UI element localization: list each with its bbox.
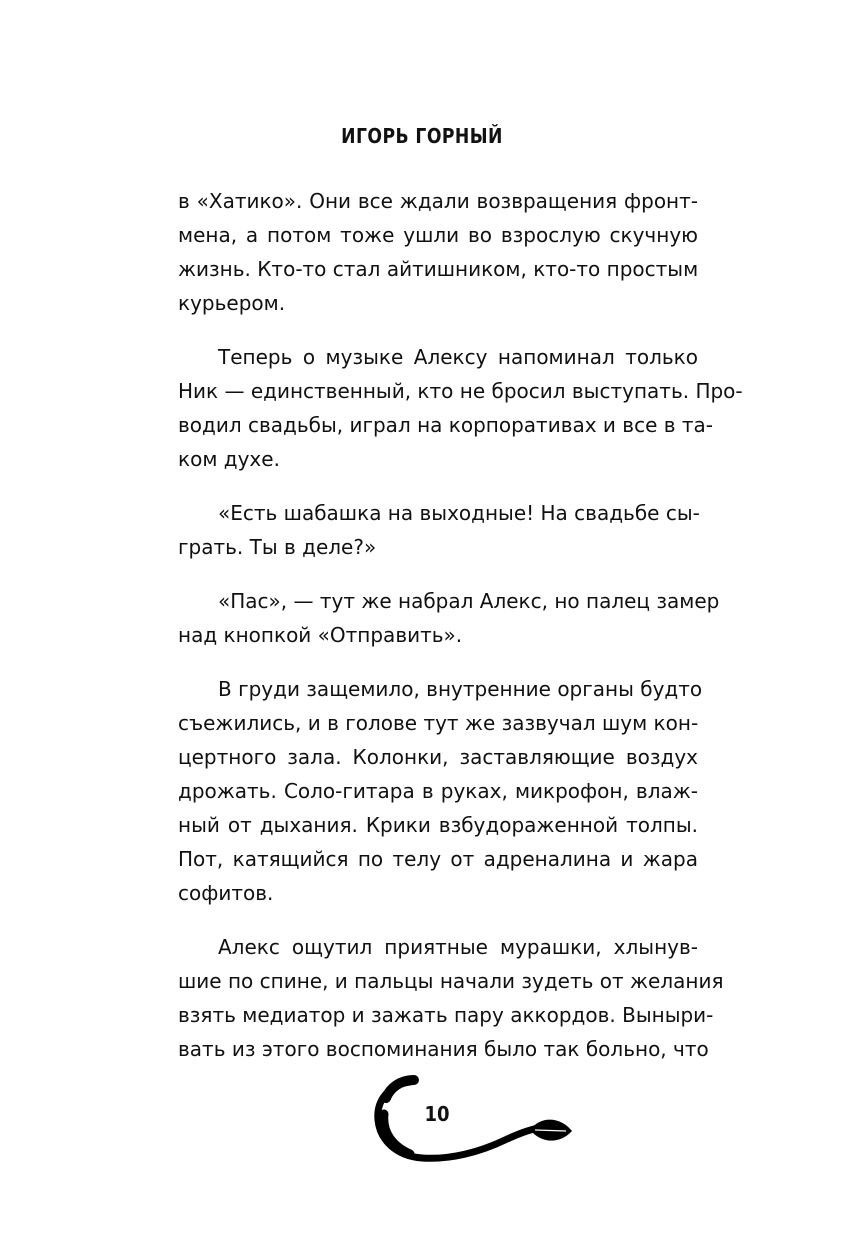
page-number: 10 <box>424 1102 450 1126</box>
body-text <box>178 184 743 1066</box>
paragraph-gap <box>178 652 698 672</box>
text-line: жизнь. Кто-то стал айтишником, кто-то простым <box>178 257 699 281</box>
text-line: цертного зала. Колонки, заставляющие воздух <box>178 745 698 769</box>
text-line: «Пас», — тут же набрал Алекс, но палец замер <box>218 589 720 613</box>
paragraph-gap <box>178 910 698 930</box>
paragraph-gap <box>178 564 698 584</box>
paragraph-gap <box>178 476 698 496</box>
text-line: Теперь о музыке Алексу напоминал только <box>218 345 698 369</box>
text-line: грать. Ты в деле?» <box>178 535 377 559</box>
text-line: в «Хатико». Они все ждали возвращения фронт- <box>178 189 698 213</box>
running-header-author: ИГОРЬ ГОРНЫЙ <box>341 124 503 148</box>
text-line: водил свадьбы, играл на корпоративах и все в та- <box>178 413 713 437</box>
text-line: В груди защемило, внутренние органы будто <box>218 677 703 701</box>
text-line: «Есть шабашка на выходные! На свадьбе сы- <box>218 501 700 525</box>
text-line: вать из этого воспоминания было так больно, что <box>178 1037 709 1061</box>
text-line: курьером. <box>178 291 286 315</box>
text-line: ный от дыхания. Крики взбудораженной толпы. <box>178 813 698 837</box>
text-line: Алекс ощутил приятные мурашки, хлынув- <box>218 935 698 959</box>
text-line: взять медиатор и зажать пару аккордов. Выныри- <box>178 1003 714 1027</box>
text-line: шие по спине, и пальцы начали зудеть от желания <box>178 969 724 993</box>
text-line: дрожать. Соло-гитара в руках, микрофон, влаж- <box>178 779 698 803</box>
paragraph-gap <box>178 320 698 340</box>
text-line: над кнопкой «Отправить». <box>178 623 463 647</box>
text-line: софитов. <box>178 881 274 905</box>
text-line: ком духе. <box>178 447 280 471</box>
text-line: Пот, катящийся по телу от адреналина и жара <box>178 847 698 871</box>
swirl-ornament-icon <box>370 1074 580 1168</box>
text-line: Ник — единственный, кто не бросил выступать. Про- <box>178 379 743 403</box>
text-line: мена, а потом тоже ушли во взрослую скучную <box>178 223 698 247</box>
text-line: съежились, и в голове тут же зазвучал шум кон- <box>178 711 699 735</box>
